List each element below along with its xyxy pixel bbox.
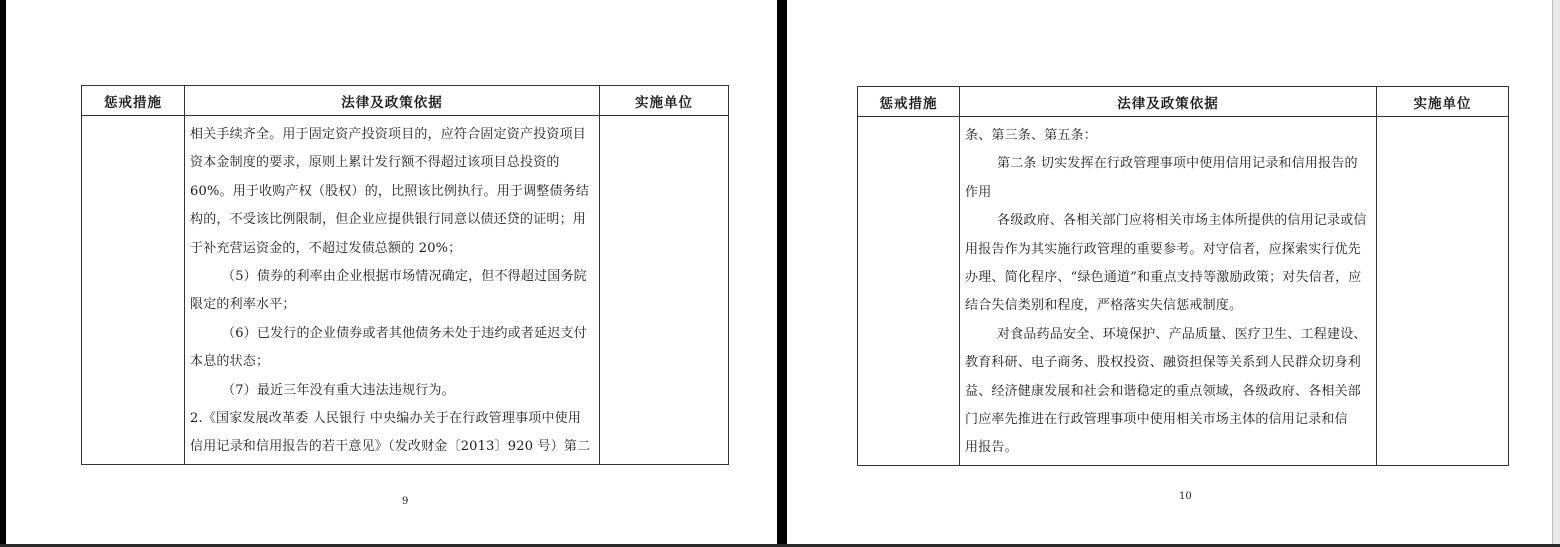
text-line: 资本金制度的要求，原则上累计发行额不得超过该项目总投资的 xyxy=(190,155,560,171)
text-line: （6）已发行的企业债券或者其他债务未处于违约或者延迟支付 xyxy=(222,325,587,341)
text-line: 用报告。 xyxy=(965,440,1018,456)
text-line: 对食品药品安全、环境保护、产品质量、医疗卫生、工程建设、 xyxy=(997,326,1367,342)
implementing-unit-cell xyxy=(600,116,729,465)
page-divider xyxy=(777,0,787,547)
punishment-measures-cell xyxy=(82,116,185,465)
table-row xyxy=(82,116,729,465)
viewer-scrollbar[interactable] xyxy=(1552,0,1560,547)
table-header-row xyxy=(858,87,1509,117)
implementing-unit-cell xyxy=(1377,117,1509,466)
legal-basis-text xyxy=(960,117,1376,465)
measures-table-right xyxy=(857,86,1509,466)
text-line: 条、第三条、第五条： xyxy=(965,128,1098,143)
text-line: 用报告作为其实施行政管理的重要参考。对守信者，应探索实行优先 xyxy=(965,241,1362,257)
header-punishment-measures: 惩戒措施 xyxy=(82,86,185,116)
header-punishment-measures: 惩戒措施 xyxy=(858,87,960,117)
text-line: 构的，不受该比例限制，但企业应提供银行同意以债还贷的证明；用 xyxy=(190,212,587,228)
document-page-left xyxy=(6,0,777,544)
legal-basis-text xyxy=(185,116,599,464)
header-legal-basis: 法律及政策依据 xyxy=(185,86,600,116)
text-line: （7）最近三年没有重大违法违规行为。 xyxy=(222,382,455,398)
page-number: 9 xyxy=(402,496,409,507)
text-line: 相关手续齐全。用于固定资产投资项目的，应符合固定资产投资项目 xyxy=(190,127,587,142)
page-number: 10 xyxy=(1179,491,1192,502)
text-line: 结合失信类别和程度，严格落实失信惩戒制度。 xyxy=(965,298,1243,314)
text-line: 限定的利率水平； xyxy=(190,297,296,313)
text-line: 本息的状态； xyxy=(190,354,270,370)
header-implementing-unit: 实施单位 xyxy=(1377,87,1509,117)
text-line: 益、经济健康发展和社会和谐稳定的重点领域，各级政府、各相关部 xyxy=(965,383,1362,399)
legal-basis-cell xyxy=(960,117,1377,466)
text-line: （5）债券的利率由企业根据市场情况确定，但不得超过国务院 xyxy=(222,268,587,284)
text-line: 于补充营运资金的，不超过发债总额的 20%； xyxy=(190,240,462,256)
table-header-row xyxy=(82,86,729,116)
document-page-right xyxy=(787,0,1552,544)
text-line: 作用 xyxy=(965,184,992,200)
legal-basis-cell xyxy=(185,116,600,465)
text-line: 办理、简化程序、“绿色通道”和重点支持等激励政策；对失信者，应 xyxy=(965,269,1362,285)
text-line: 60%。用于收购产权（股权）的，比照该比例执行。用于调整债务结 xyxy=(190,183,590,199)
text-line: 第二条 切实发挥在行政管理事项中使用信用记录和信用报告的 xyxy=(997,156,1358,172)
text-line: 门应率先推进在行政管理事项中使用相关市场主体的信用记录和信 xyxy=(965,411,1348,427)
table-row xyxy=(858,117,1509,466)
text-line: 教育科研、电子商务、股权投资、融资担保等关系到人民群众切身利 xyxy=(965,355,1362,371)
header-legal-basis: 法律及政策依据 xyxy=(960,87,1377,117)
measures-table-left xyxy=(81,85,729,465)
text-line: 各级政府、各相关部门应将相关市场主体所提供的信用记录或信 xyxy=(997,213,1367,229)
header-implementing-unit: 实施单位 xyxy=(600,86,729,116)
text-line: 2.《国家发展改革委 人民银行 中央编办关于在行政管理事项中使用 xyxy=(190,410,582,426)
text-line: 信用记录和信用报告的若干意见》（发改财金〔2013〕920 号）第二 xyxy=(190,439,591,455)
punishment-measures-cell xyxy=(858,117,960,466)
